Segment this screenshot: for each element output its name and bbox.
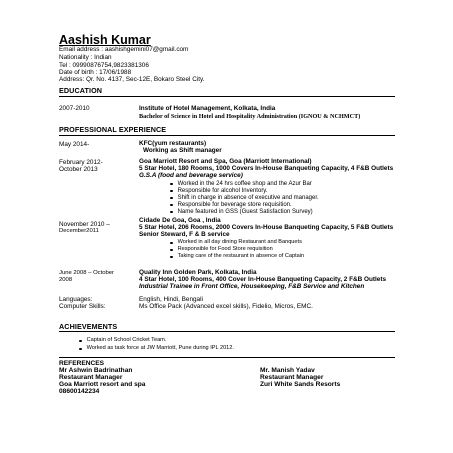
job-date-end: October 2013	[59, 166, 98, 173]
list-item: Responsible for alcohol Inventory.	[170, 188, 268, 194]
education-degree: Bachelor of Science in Hotel and Hospitality Administration (IGNOU & NCHMCT)	[139, 113, 361, 120]
education-rule	[59, 96, 395, 97]
languages-label: Languages:	[59, 296, 93, 303]
job-date: February 2012-	[59, 159, 103, 166]
bullet-icon	[170, 242, 173, 245]
education-heading: EDUCATION	[59, 86, 103, 95]
job-role: Senior Steward, F & B service	[139, 231, 230, 238]
list-item: Worked as task force at JW Marriott, Pune during IPL 2012.	[79, 346, 234, 352]
job-employer: Quality Inn Golden Park, Kolkata, India	[139, 269, 257, 276]
bullet-icon	[79, 340, 82, 343]
job-date: June 2008 – October	[59, 270, 115, 276]
bullet-icon	[170, 190, 173, 193]
job-property-details: 5 Star Hotel, 206 Rooms, 2000 Covers In-House Banqueting Capacity, 5 F&B Outlets	[139, 224, 394, 231]
job-employer: Goa Marriott Resort and Spa, Goa (Marriott International)	[139, 158, 312, 165]
list-item: Responsible for Food Store requisition	[170, 247, 273, 253]
reference-company: Goa Marriott resort and spa	[59, 381, 146, 388]
languages-value: English, Hindi, Bengali	[139, 296, 203, 303]
job-date: November 2010 –	[59, 221, 110, 228]
reference-name: Mr Ashwin Badrinathan	[59, 367, 133, 374]
list-item: Taking care of the restaurant in absence of Captain	[170, 254, 304, 260]
education-date: 2007-2010	[59, 105, 90, 112]
experience-heading: PROFESSIONAL EXPERIENCE	[59, 125, 167, 134]
experience-rule	[59, 135, 395, 136]
bullet-icon	[170, 249, 173, 252]
bullet-icon	[79, 348, 82, 351]
tel-line: Tel : 09990876754,9823381306	[59, 62, 149, 69]
job-date: May 2014-	[59, 141, 90, 148]
list-item: Name featured in GSS (Guest Satisfaction Survey)	[170, 209, 313, 215]
reference-company: Zuri White Sands Resorts	[260, 381, 341, 388]
job-employer: Cidade De Goa, Goa , India	[139, 217, 221, 224]
bullet-icon	[170, 211, 173, 214]
job-date-end: December2011	[59, 228, 99, 234]
list-item: Worked in all day dining Restaurant and Banquets	[170, 240, 302, 246]
job-employer: KFC(yum restaurants)	[139, 140, 207, 147]
list-item: Captain of School Cricket Team.	[79, 338, 166, 344]
job-date-end: 2008	[59, 277, 73, 283]
reference-phone: 08600142234	[59, 388, 100, 395]
bullet-icon	[170, 197, 173, 200]
job-role: G.S.A (food and beverage service)	[139, 172, 243, 179]
reference-title: Restaurant Manager	[59, 374, 123, 381]
dob-line: Date of birth : 17/06/1988	[59, 69, 132, 76]
candidate-name: Aashish Kumar	[59, 33, 151, 47]
bullet-icon	[170, 256, 173, 259]
job-property-details: 4 Star Hotel, 100 Rooms, 400 Cover In-House Banqueting Capacity, 2 F&B Outlets	[139, 276, 387, 283]
bullet-icon	[170, 183, 173, 186]
job-role: Working as Shift manager	[143, 147, 222, 154]
references-heading: REFERENCES	[59, 360, 105, 367]
skills-label: Computer Skills:	[59, 303, 106, 310]
skills-value: Ms Office Pack (Advanced excel skills), Fidelio, Micros, EMC.	[139, 303, 313, 310]
list-item: Shift in charge in absence of executive and manager.	[170, 195, 319, 201]
achievements-heading: ACHIEVEMENTS	[59, 322, 118, 331]
job-property-details: 5 Star Hotel, 180 Rooms, 1000 Covers In-House Banqueting Capacity, 4 F&B Outlets	[139, 165, 394, 172]
bullet-icon	[170, 204, 173, 207]
references-rule	[59, 357, 395, 358]
address-line: Address: Qr. No. 4137, Sec-12E, Bokaro Steel City.	[59, 76, 205, 83]
reference-name: Mr. Manish Yadav	[260, 367, 315, 374]
achievements-rule	[59, 331, 395, 332]
list-item: Worked in the 24 hrs coffee shop and the Azur Bar	[170, 181, 312, 187]
list-item: Responsible for beverage store requisition.	[170, 202, 292, 208]
job-role: Industrial Trainee in Front Office, Housekeeping, F&B Service and Kitchen	[139, 283, 365, 290]
education-institute: Institute of Hotel Management, Kolkata, India	[139, 105, 276, 112]
email-line: Email address : aashishgemini07@gmail.com	[59, 46, 189, 53]
reference-title: Restaurant Manager	[260, 374, 324, 381]
nationality-line: Nationality : Indian	[59, 54, 112, 61]
